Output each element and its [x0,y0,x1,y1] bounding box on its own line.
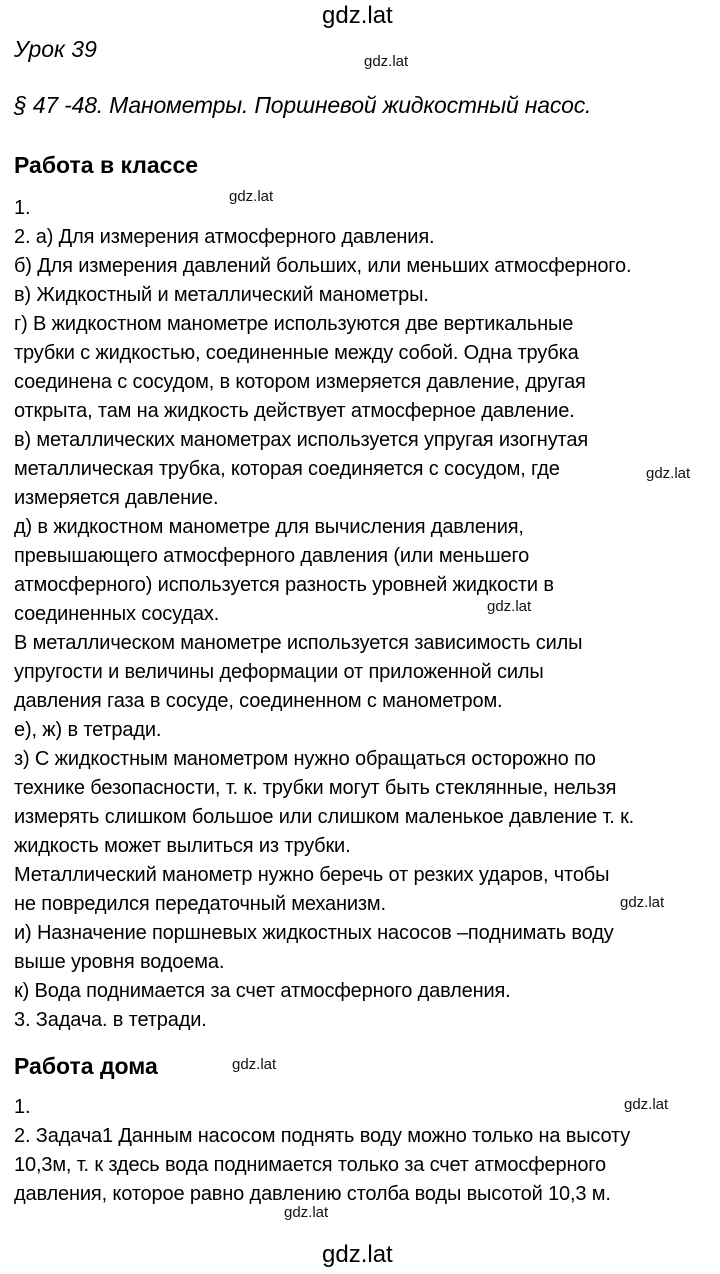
text-line: 1. [14,197,31,219]
text-line: трубки с жидкостью, соединенные между собой. Одна трубка [14,342,579,364]
text-line: упругости и величины деформации от приложенной силы [14,661,544,683]
watermark-bottom: gdz.lat [322,1241,393,1268]
text-line: превышающего атмосферного давления (или меньшего [14,545,530,567]
text-line: соединена с сосудом, в котором измеряется давление, другая [14,371,586,393]
text-line: Металлический манометр нужно беречь от резких ударов, чтобы [14,864,610,886]
text-line: 10,3м, т. к здесь вода поднимается только за счет атмосферного [14,1154,606,1176]
lesson-number: Урок 39 [14,36,97,62]
text-line: В металлическом манометре используется зависимость силы [14,632,583,654]
text-line: атмосферного) используется разность уровней жидкости в [14,574,554,596]
text-line: е), ж) в тетради. [14,719,162,741]
text-line: открыта, там на жидкость действует атмосферное давление. [14,400,575,422]
text-line: 1. [14,1096,31,1118]
text-line: 2. а) Для измерения атмосферного давления. [14,226,435,248]
text-line: давления, которое равно давлению столба воды высотой 10,3 м. [14,1183,611,1205]
watermark: gdz.lat [229,188,274,205]
text-line: в) Жидкостный и металлический манометры. [14,284,429,306]
text-line: к) Вода поднимается за счет атмосферного давления. [14,980,511,1002]
text-line: измеряется давление. [14,487,219,509]
watermark: gdz.lat [364,53,409,70]
text-line: технике безопасности, т. к. трубки могут быть стеклянные, нельзя [14,777,617,799]
section-title-home-work: Работа дома [14,1053,158,1079]
watermark: gdz.lat [284,1204,329,1221]
watermark: gdz.lat [487,598,532,615]
text-line: в) металлических манометрах используется упругая изогнутая [14,429,588,451]
text-line: г) В жидкостном манометре используются две вертикальные [14,313,574,335]
watermark-top: gdz.lat [322,2,393,29]
text-line: и) Назначение поршневых жидкостных насосов –поднимать воду [14,922,614,944]
text-line: 2. Задача1 Данным насосом поднять воду можно только на высоту [14,1125,631,1147]
watermark: gdz.lat [232,1056,277,1073]
text-line: соединенных сосудах. [14,603,220,625]
text-line: з) С жидкостным манометром нужно обращаться осторожно по [14,748,596,770]
text-line: 3. Задача. в тетради. [14,1009,207,1031]
text-line: не повредился передаточный механизм. [14,893,386,915]
watermark: gdz.lat [646,465,691,482]
text-line: металлическая трубка, которая соединяется с сосудом, где [14,458,560,480]
lesson-topic: § 47 -48. Манометры. Поршневой жидкостный насос. [14,92,592,118]
text-line: выше уровня водоема. [14,951,225,973]
watermark: gdz.lat [624,1096,669,1113]
watermark: gdz.lat [620,894,665,911]
section-title-class-work: Работа в классе [14,152,199,178]
text-line: жидкость может вылиться из трубки. [14,835,351,857]
text-line: давления газа в сосуде, соединенном с манометром. [14,690,503,712]
text-line: измерять слишком большое или слишком маленькое давление т. к. [14,806,635,828]
home-work-text [14,1093,630,1209]
text-line: б) Для измерения давлений больших, или меньших атмосферного. [14,255,632,277]
text-line: д) в жидкостном манометре для вычисления давления, [14,516,524,538]
class-work-text [14,194,634,1035]
